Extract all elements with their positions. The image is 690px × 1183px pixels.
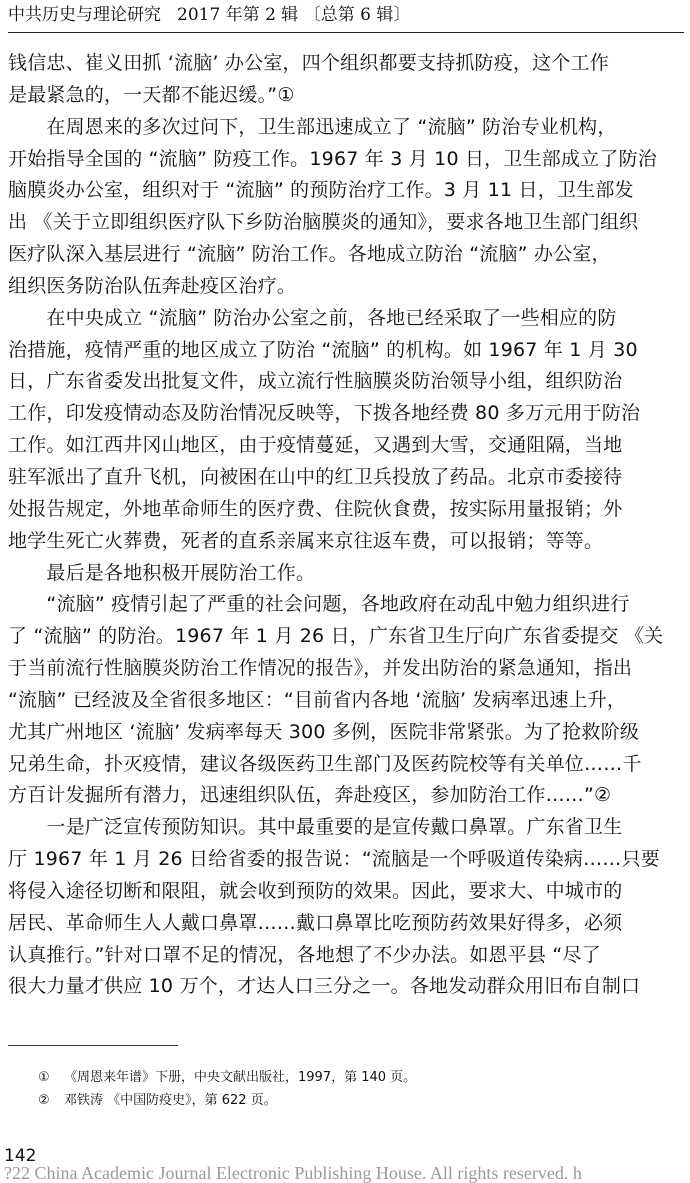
- copyright-watermark: ?22 China Academic Journal Electronic Publishing House. All rights reserved. h: [4, 1163, 582, 1183]
- text-line: “流脑” 疫情引起了严重的社会问题，各地政府在动乱中勉力组织进行: [8, 593, 630, 616]
- journal-title: 中共历史与理论研究: [8, 5, 161, 25]
- text-line: 一是广泛宣传预防知识。其中最重要的是宣传戴口鼻罩。广东省卫生: [8, 816, 623, 839]
- text-line: 日，广东省委发出批复文件，成立流行性脑膜炎防治领导小组，组织防治: [8, 370, 623, 393]
- text-line: 处报告规定，外地革命师生的医疗费、住院伙食费，按实际用量报销；外: [8, 497, 623, 520]
- text-line: 兄弟生命，扑灭疫情，建议各级医药卫生部门及医药院校等有关单位……千: [8, 752, 642, 775]
- text-line: 最后是各地积极开展防治工作。: [8, 561, 316, 584]
- text-line: 地学生死亡火葬费，死者的直系亲属来京往返车费，可以报销；等等。: [8, 529, 604, 552]
- footnote-text: 邓铁涛 《中国防疫史》，第 622 页。: [64, 1093, 277, 1108]
- text-line: 工作，印发疫情动态及防治情况反映等，下拨各地经费 80 多万元用于防治: [8, 402, 641, 425]
- text-line: 治措施，疫情严重的地区成立了防治 “流脑” 的机构。如 1967 年 1 月 30: [8, 338, 638, 361]
- text-line: 很大力量才供应 10 万个，才达人口三分之一。各地发动群众用旧布自制口: [8, 975, 641, 998]
- footnotes: [38, 1066, 678, 1112]
- footnote: [38, 1066, 678, 1089]
- text-line: 开始指导全国的 “流脑” 防疫工作。1967 年 3 月 10 日，卫生部成立了防治: [8, 147, 657, 170]
- text-line: 在周恩来的多次过问下，卫生部迅速成立了 “流脑” 防治专业机构，: [8, 115, 617, 138]
- footnote: [38, 1089, 678, 1112]
- text-line: 是最紧急的，一天都不能迟缓。”①: [8, 83, 295, 106]
- text-line: 出 《关于立即组织医疗队下乡防治脑膜炎的通知》，要求各地卫生部门组织: [8, 211, 639, 234]
- text-line: 厅 1967 年 1 月 26 日给省委的报告说：“流脑是一个呼吸道传染病……只要: [8, 848, 660, 871]
- text-line: 于当前流行性脑膜炎防治工作情况的报告》，并发出防治的紧急通知，指出: [8, 657, 633, 680]
- text-line: 驻军派出了直升飞机，向被困在山中的红卫兵投放了药品。北京市委接待: [8, 465, 623, 488]
- text-line: 医疗队深入基层进行 “流脑” 防治工作。各地成立防治 “流脑” 办公室，: [8, 243, 611, 266]
- text-line: 钱信忠、崔义田抓 ‘流脑’ 办公室，四个组织都要支持抓防疫，这个工作: [8, 52, 609, 74]
- text-line: 将侵入途径切断和限阻，就会收到预防的效果。因此，要求大、中城市的: [8, 879, 623, 902]
- running-header: [8, 4, 688, 28]
- text-line: 组织医务防治队伍奔赴疫区治疗。: [8, 274, 297, 297]
- page-number: 142: [4, 1146, 37, 1166]
- issue-info: 2017 年第 2 辑 〔总第 6 辑〕: [177, 5, 411, 25]
- footnote-text: 《周恩来年谱》下册，中央文献出版社，1997，第 140 页。: [64, 1070, 417, 1085]
- header-rule: [8, 32, 684, 33]
- text-line: 认真推行。”针对口罩不足的情况，各地想了不少办法。如恩平县 “尽了: [8, 943, 601, 966]
- footnote-mark: ②: [38, 1093, 50, 1108]
- text-line: “流脑” 已经波及全省很多地区：“目前省内各地 ‘流脑’ 发病率迅速上升，: [8, 688, 627, 711]
- text-line: 工作。如江西井冈山地区，由于疫情蔓延，又遇到大雪，交通阻隔，当地: [8, 434, 623, 457]
- footnote-mark: ①: [38, 1070, 50, 1085]
- text-line: 脑膜炎办公室，组织对于 “流脑” 的预防治疗工作。3 月 11 日，卫生部发: [8, 179, 634, 202]
- text-line: 在中央成立 “流脑” 防治办公室之前，各地已经采取了一些相应的防: [8, 306, 617, 329]
- text-line: 了 “流脑” 的防治。1967 年 1 月 26 日，广东省卫生厅向广东省委提交 《关: [8, 625, 664, 648]
- text-line: 方百计发掘所有潜力，迅速组织队伍，奔赴疫区，参加防治工作……”②: [8, 784, 612, 807]
- text-line: 居民、革命师生人人戴口鼻罩……戴口鼻罩比吃预防药效果好得多，必须: [8, 911, 623, 934]
- footnote-rule: [8, 1045, 178, 1046]
- text-line: 尤其广州地区 ‘流脑’ 发病率每天 300 多例，医院非常紧张。为了抢救阶级: [8, 720, 640, 743]
- article-body: [8, 48, 684, 1003]
